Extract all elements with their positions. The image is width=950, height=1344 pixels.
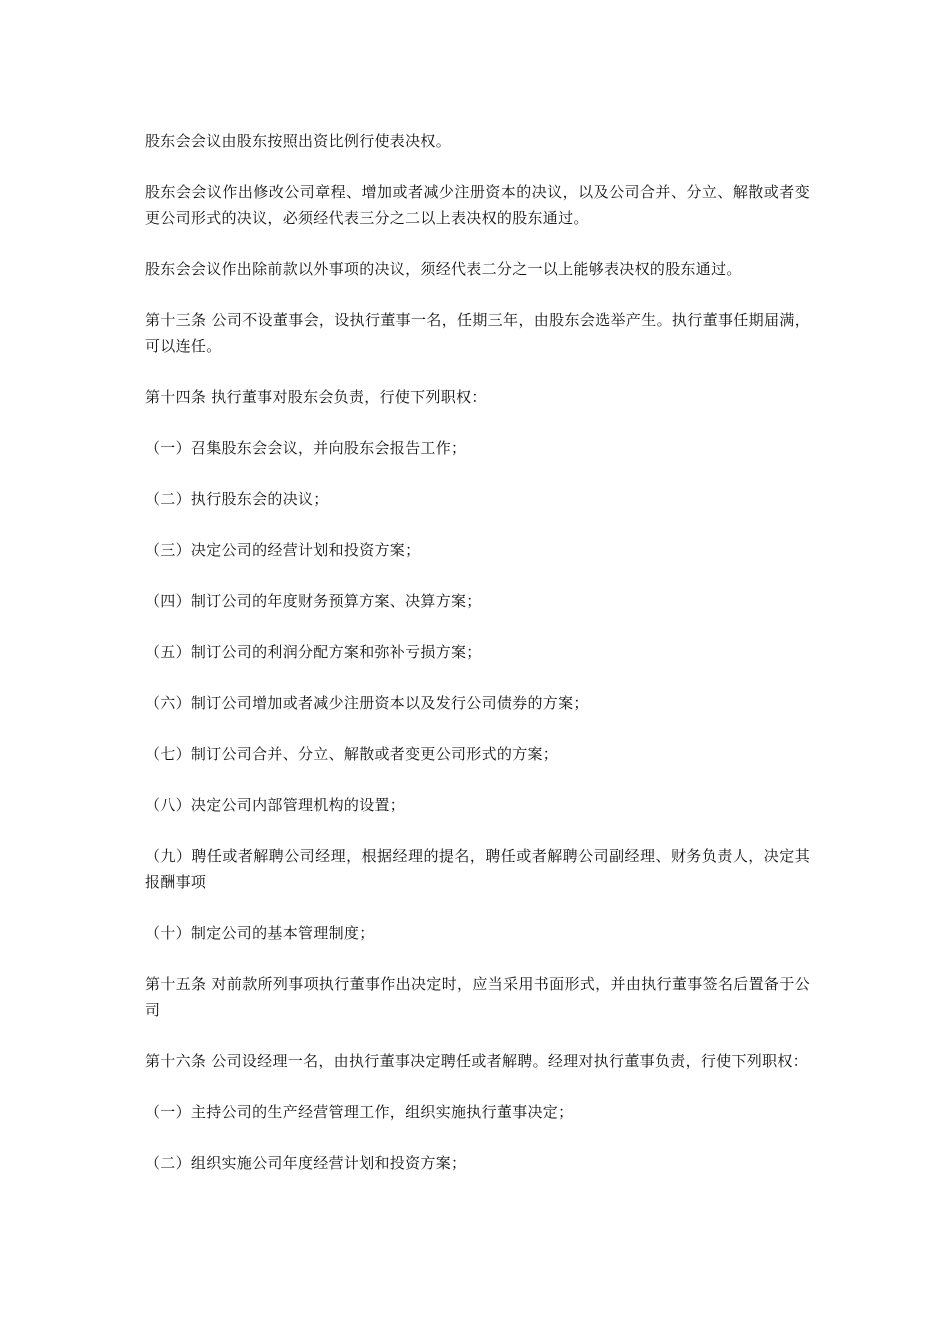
list-item: （二）执行股东会的决议； [145,490,329,508]
article-15: 第十五条 对前款所列事项执行董事作出决定时，应当采用书面形式，并由执行董事签名后置备于公司 [145,975,810,1019]
document-body [145,128,810,1201]
list-item: （一）主持公司的生产经营管理工作，组织实施执行董事决定； [145,1103,574,1121]
list-item: （十）制定公司的基本管理制度； [145,924,375,942]
list-item: （九）聘任或者解聘公司经理，根据经理的提名，聘任或者解聘公司副经理、财务负责人，决定其报酬事项 [145,847,810,891]
list-item: （六）制订公司增加或者减少注册资本以及发行公司债券的方案； [145,694,589,712]
article-16: 第十六条 公司设经理一名，由执行董事决定聘任或者解聘。经理对执行董事负责，行使下列职权： [145,1052,808,1070]
paragraph-other-resolutions: 股东会会议作出除前款以外事项的决议，须经代表二分之一以上能够表决权的股东通过。 [145,260,742,278]
list-item: （五）制订公司的利润分配方案和弥补亏损方案； [145,643,482,661]
list-item: （四）制订公司的年度财务预算方案、决算方案； [145,592,482,610]
paragraph-voting-rights: 股东会会议由股东按照出资比例行使表决权。 [145,132,452,150]
list-item: （八）决定公司内部管理机构的设置； [145,796,406,814]
list-item: （三）决定公司的经营计划和投资方案； [145,541,421,559]
paragraph-major-resolutions: 股东会会议作出修改公司章程、增加或者减少注册资本的决议，以及公司合并、分立、解散或者变更公司形式的决议，必须经代表三分之二以上表决权的股东通过。 [145,183,810,227]
list-item: （七）制订公司合并、分立、解散或者变更公司形式的方案； [145,745,559,763]
article-13: 第十三条 公司不设董事会，设执行董事一名，任期三年，由股东会选举产生。执行董事任期届满，可以连任。 [145,311,810,355]
list-item: （一）召集股东会会议，并向股东会报告工作； [145,439,467,457]
article-14: 第十四条 执行董事对股东会负责，行使下列职权： [145,388,487,406]
list-item: （二）组织实施公司年度经营计划和投资方案； [145,1154,467,1172]
